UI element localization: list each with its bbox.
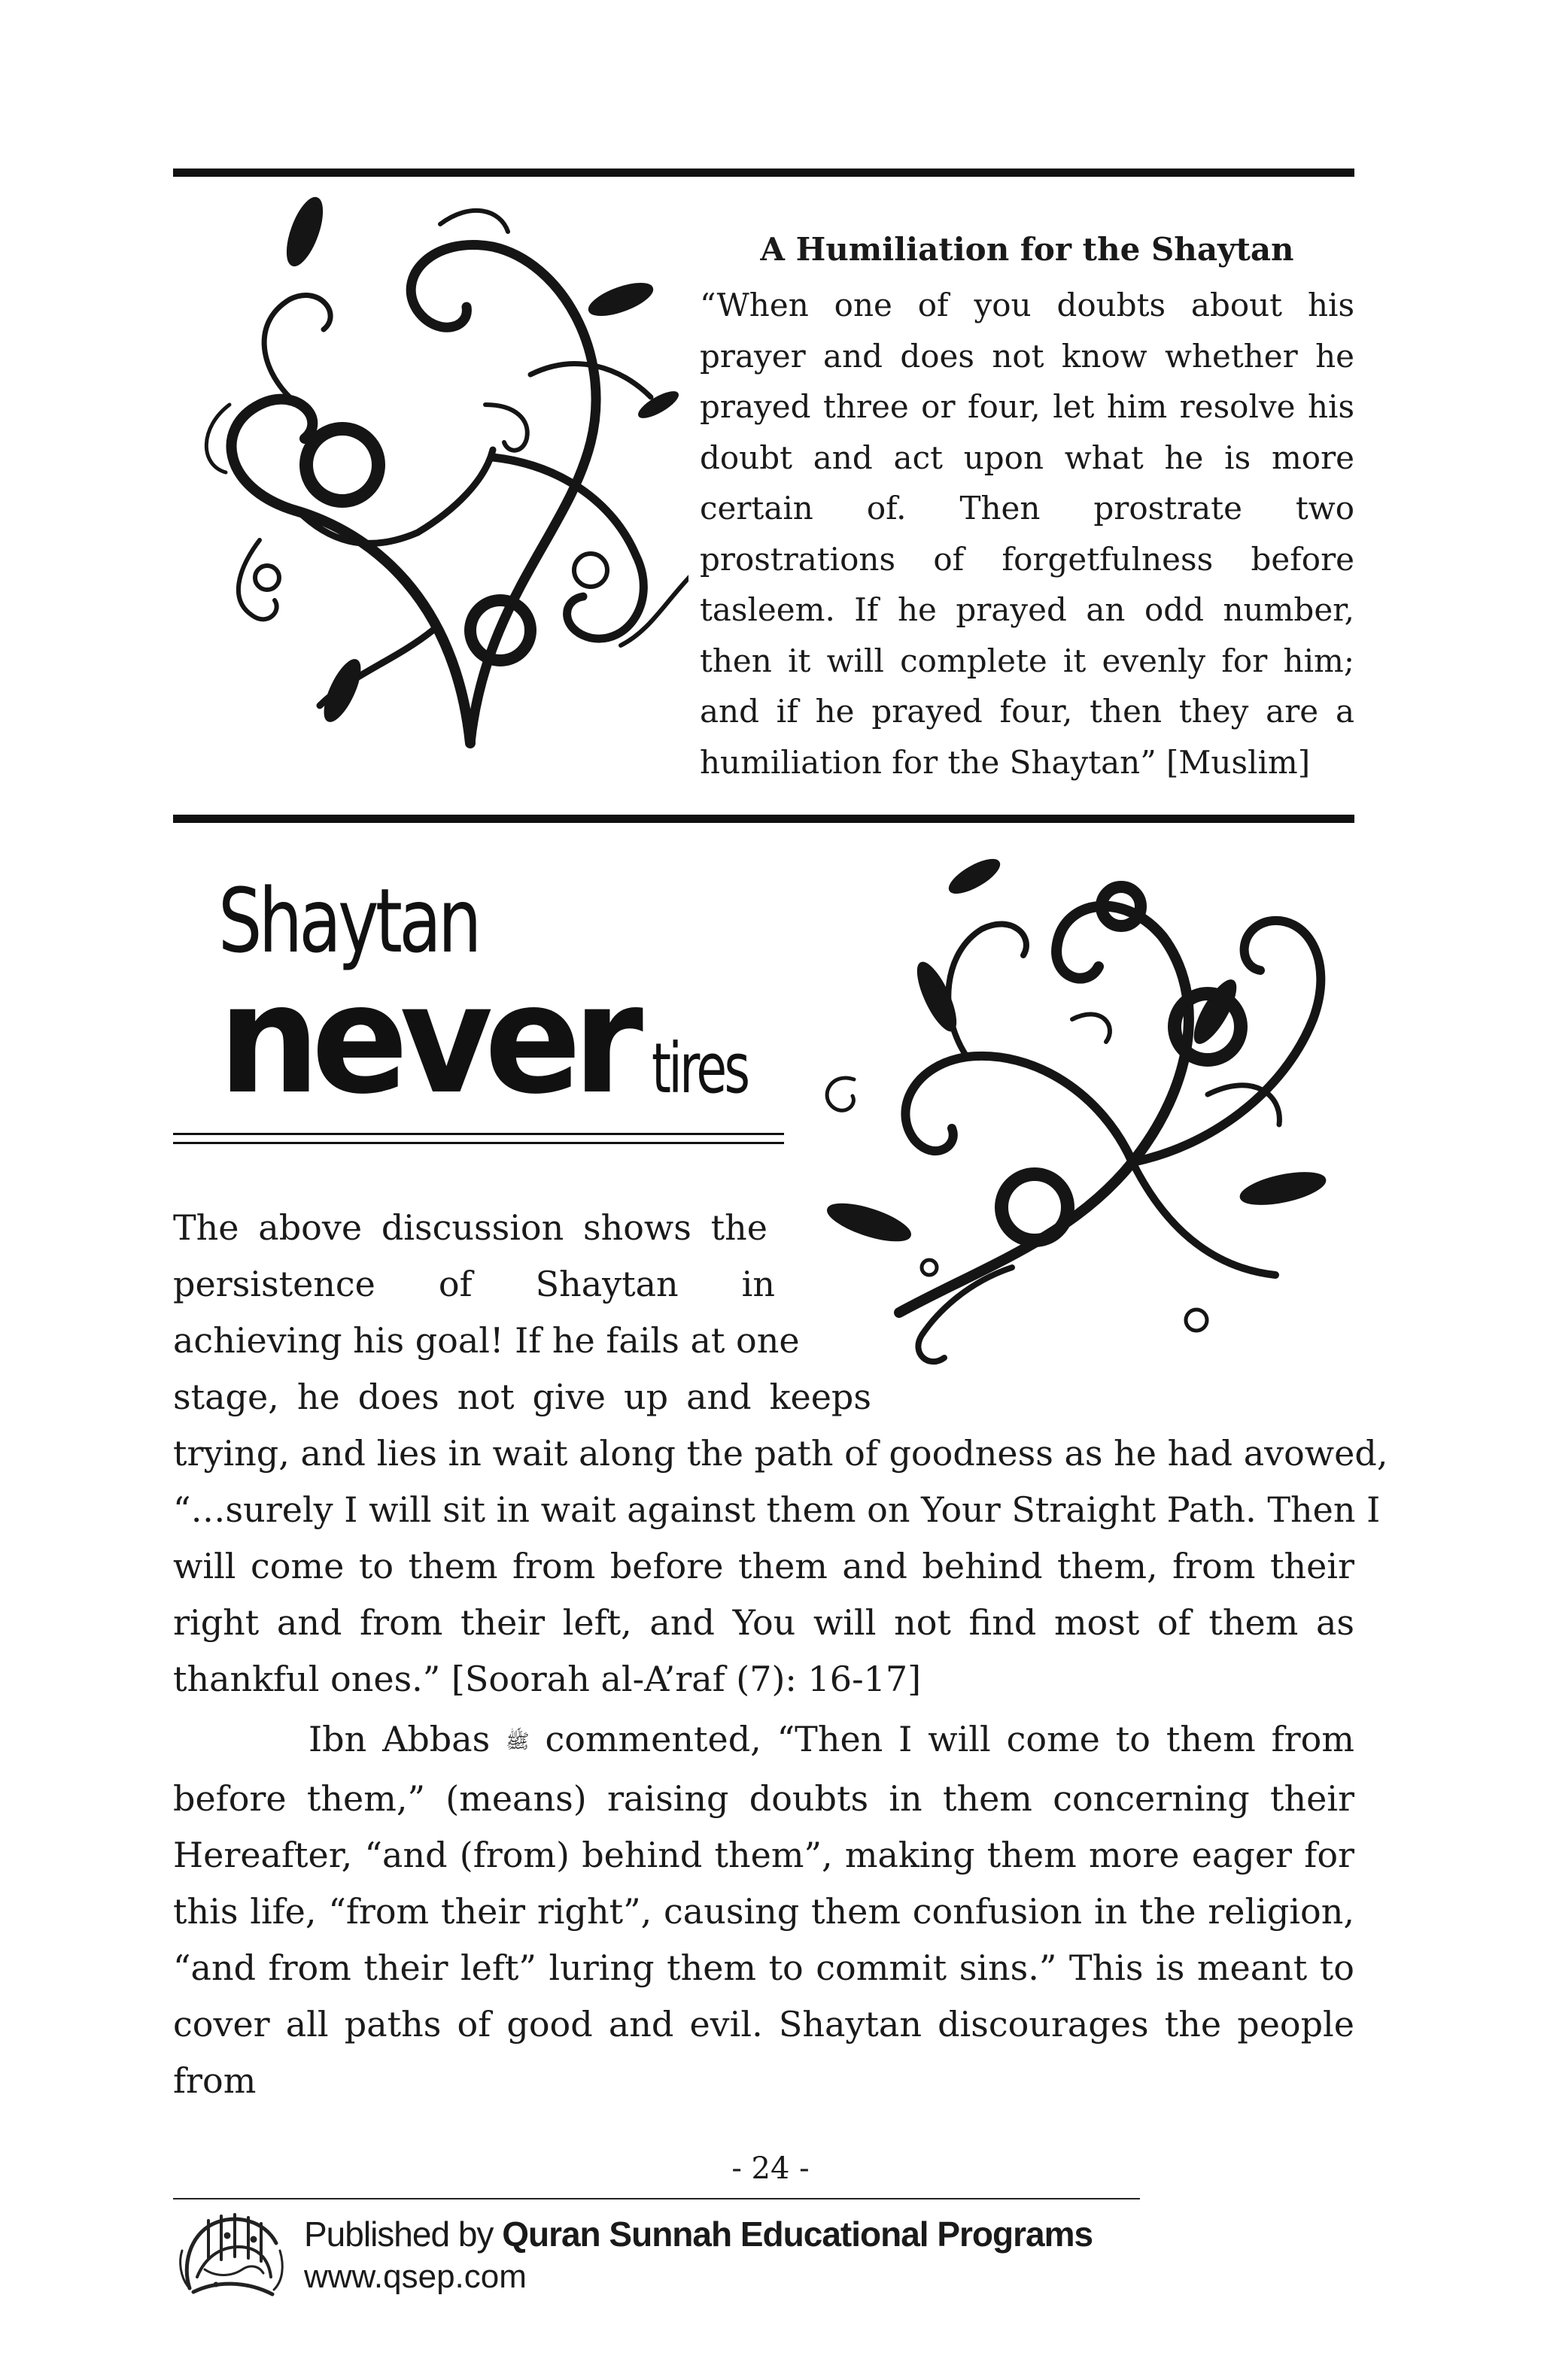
heading-word-never: never bbox=[218, 952, 635, 1128]
heading-word-tires: tires bbox=[652, 1028, 748, 1109]
published-by-label: Published by bbox=[304, 2215, 494, 2254]
page-number: - 24 - bbox=[731, 2151, 810, 2186]
calligraphy-logo-icon bbox=[175, 2205, 287, 2303]
text-line: persistence of Shaytan in bbox=[173, 1264, 775, 1304]
heading-underline-lower bbox=[173, 1142, 784, 1144]
text-line: stage, he does not give up and keeps bbox=[173, 1377, 871, 1417]
text-line: will come to them from before them and behind them, from their bbox=[173, 1546, 1354, 1586]
publisher-url[interactable]: www.qsep.com bbox=[304, 2258, 527, 2295]
publisher-name: Quran Sunnah Educational Programs bbox=[502, 2215, 1093, 2254]
publisher-logo bbox=[175, 2205, 287, 2303]
heading-word-shaytan: Shaytan bbox=[218, 869, 479, 973]
text-line: achieving his goal! If he fails at one bbox=[173, 1320, 800, 1361]
heading-underline-upper bbox=[173, 1133, 784, 1135]
top-rule bbox=[173, 168, 1354, 177]
text-line: right and from their left, and You will not find most of them as bbox=[173, 1602, 1354, 1643]
paragraph-lead: Ibn Abbas bbox=[309, 1719, 491, 1759]
paragraph-rest: commented, “Then I will come to them from before them,” (means) raising doubts in them concerning their Hereafter, “and (from) behind them”, making them more eager for this life, “from their right”, causing them confusion in the religion, “and from their left” luring them to commit sins.” This is meant to cover all paths of good and evil. Shaytan discourages the people from bbox=[173, 1719, 1354, 2101]
floral-swirl-icon bbox=[169, 179, 688, 758]
footer-rule bbox=[173, 2198, 1140, 2199]
floral-ornament-top bbox=[169, 179, 688, 758]
text-line: “…surely I will sit in wait against them on Your Straight Path. Then I bbox=[173, 1489, 1381, 1530]
arabic-honorific-icon: ﷺ bbox=[506, 1730, 530, 1753]
body-paragraph-2 bbox=[173, 1711, 1354, 2109]
chapter-heading bbox=[218, 869, 820, 1128]
text-line: thankful ones.” [Soorah al-A’raf (7): 16-17] bbox=[173, 1659, 922, 1699]
section-title: A Humiliation for the Shaytan bbox=[760, 231, 1294, 268]
section-divider-rule bbox=[173, 815, 1354, 823]
body-paragraph-1 bbox=[173, 1200, 1388, 1708]
publisher-line bbox=[304, 2213, 1093, 2255]
hadith-quote: “When one of you doubts about his prayer and does not know whether he prayed three or four, let him resolve his doubt and act upon what he is more certain of. Then prostrate two prostrations of forgetfulness before tasleem. If he prayed an odd number, then it will complete it evenly for him; and if he prayed four, then they are a humiliation for the Shaytan” [Muslim] bbox=[700, 287, 1354, 781]
text-line: The above discussion shows the bbox=[173, 1207, 767, 1248]
text-line: trying, and lies in wait along the path of goodness as he had avowed, bbox=[173, 1433, 1388, 1474]
